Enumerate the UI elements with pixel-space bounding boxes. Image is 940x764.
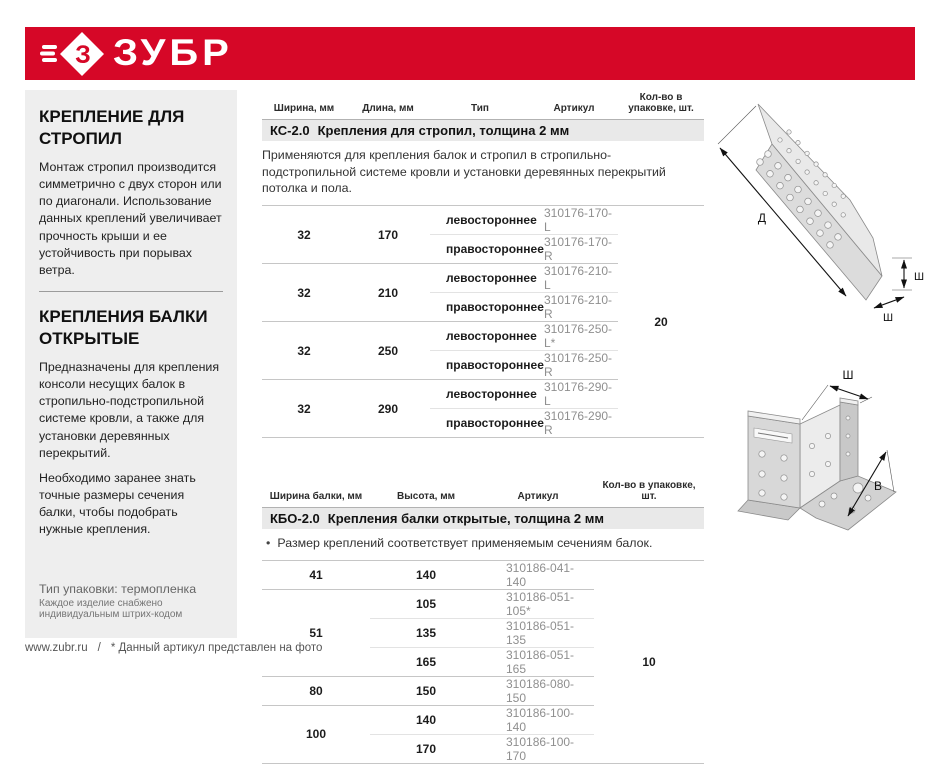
type-cell: левостороннее <box>430 264 530 293</box>
section-description-row <box>262 141 704 206</box>
beam-width-cell: 100 <box>262 705 370 763</box>
beam-width-cell: 80 <box>262 676 370 705</box>
type-cell: правостороннее <box>430 235 530 264</box>
packaging-note: Каждое изделие снабжено индивидуальным штрих-кодом <box>39 598 183 620</box>
sku-cell: 310186-041-140 <box>482 560 594 589</box>
height-cell: 140 <box>370 560 482 589</box>
footer-note: * Данный артикул представлен на фото <box>110 642 323 654</box>
table-kbo20 <box>262 478 704 764</box>
height-cell: 165 <box>370 647 482 676</box>
packaging-type: Тип упаковки: термопленка <box>39 582 197 596</box>
column-header: Артикул <box>482 478 594 508</box>
length-cell: 210 <box>346 264 430 322</box>
section-title: Крепления для стропил, толщина 2 мм <box>317 123 570 138</box>
width-cell: 32 <box>262 264 346 322</box>
dim-label-height: В <box>874 479 883 493</box>
product-tables <box>262 90 704 764</box>
dim-label-length: Д <box>757 211 766 225</box>
section-description-row <box>262 529 704 560</box>
type-cell: левостороннее <box>430 380 530 409</box>
beam-width-cell: 51 <box>262 589 370 676</box>
sidebar-text-rafter: Монтаж стропил производится симметрично с двух сторон или по диагонали. Использование данных креплений увеличивает прочность крыши и ее устойчивость при порывах ветра. <box>39 160 222 277</box>
zubr-logo-icon <box>40 32 104 76</box>
height-cell: 140 <box>370 705 482 734</box>
section-description: Размер креплений соответствует применяемым сечениям балок. <box>277 536 653 551</box>
sku-cell: 310186-051-165 <box>482 647 594 676</box>
sidebar <box>25 90 237 638</box>
sidebar-divider <box>39 291 223 292</box>
column-header: Высота, мм <box>370 478 482 508</box>
sku-cell: 310186-051-135 <box>482 618 594 647</box>
column-header: Артикул <box>530 90 618 120</box>
sku-cell: 310176-210-L <box>530 264 618 293</box>
pack-qty-cell: 10 <box>594 560 704 763</box>
column-header: Кол-во в упаковке, шт. <box>618 90 704 120</box>
sku-cell: 310186-100-170 <box>482 734 594 763</box>
height-cell: 170 <box>370 734 482 763</box>
beam-width-cell: 41 <box>262 560 370 589</box>
column-header: Кол-во в упаковке, шт. <box>594 478 704 508</box>
table-header-row <box>262 90 704 120</box>
length-cell: 250 <box>346 322 430 380</box>
section-description: Применяются для крепления балок и стропил в стропильно-подстропильной системе кровли и установки деревянных перекрытий потолка и пола. <box>262 141 704 206</box>
sku-cell: 310176-210-R <box>530 293 618 322</box>
type-cell: левостороннее <box>430 322 530 351</box>
sku-cell: 310186-080-150 <box>482 676 594 705</box>
type-cell: правостороннее <box>430 409 530 438</box>
table-row <box>262 206 704 235</box>
site-link[interactable]: www.zubr.ru <box>25 642 88 654</box>
footer-separator: / <box>97 642 101 654</box>
page-footer <box>25 642 322 654</box>
pack-qty-cell: 20 <box>618 206 704 438</box>
sidebar-title-rafter: КРЕПЛЕНИЕ ДЛЯ СТРОПИЛ <box>39 107 185 148</box>
type-cell: правостороннее <box>430 351 530 380</box>
packaging-info <box>39 582 225 620</box>
sidebar-title-beam: КРЕПЛЕНИЯ БАЛКИ ОТКРЫТЫЕ <box>39 306 208 348</box>
section-title: Крепления балки открытые, толщина 2 мм <box>327 511 604 527</box>
sku-cell: 310176-290-L <box>530 380 618 409</box>
dim-label-width: Ш <box>842 368 854 382</box>
column-header: Тип <box>430 90 530 120</box>
dim-label-width-side: Ш <box>914 271 925 283</box>
height-cell: 150 <box>370 676 482 705</box>
height-cell: 105 <box>370 589 482 618</box>
column-header: Ширина балки, мм <box>262 478 370 508</box>
sku-cell: 310176-290-R <box>530 409 618 438</box>
zubr-logo-text: ЗУБР <box>113 32 233 73</box>
dim-label-width-bottom: Ш <box>882 312 894 324</box>
type-cell: правостороннее <box>430 293 530 322</box>
section-header-row <box>262 120 704 142</box>
beam-bracket-drawing <box>700 358 938 563</box>
section-header-row <box>262 508 704 530</box>
rafter-bracket-drawing <box>700 90 938 324</box>
sidebar-text-beam-2: Необходимо заранее знать точные размеры сечения балки, чтобы подобрать нужные крепления. <box>39 470 196 537</box>
column-header: Длина, мм <box>346 90 430 120</box>
zubr-logo <box>40 32 233 76</box>
sku-cell: 310176-250-L* <box>530 322 618 351</box>
brand-banner <box>25 27 915 80</box>
table-ks20 <box>262 90 704 438</box>
length-cell: 170 <box>346 206 430 264</box>
sku-cell: 310176-170-R <box>530 235 618 264</box>
sku-cell: 310186-100-140 <box>482 705 594 734</box>
section-code: КБО-2.0 <box>270 511 320 527</box>
type-cell: левостороннее <box>430 206 530 235</box>
table-header-row <box>262 478 704 508</box>
height-cell: 135 <box>370 618 482 647</box>
width-cell: 32 <box>262 322 346 380</box>
section-code: КС-2.0 <box>270 123 310 138</box>
width-cell: 32 <box>262 380 346 438</box>
sku-cell: 310186-051-105* <box>482 589 594 618</box>
sidebar-text-beam-1: Предназначены для крепления консоли несущих балок в стропильно-подстропильной системе кровли, а также для установки деревянных перекрытий. <box>39 360 220 460</box>
logo-glyph: З <box>75 40 91 69</box>
sku-cell: 310176-170-L <box>530 206 618 235</box>
column-header: Ширина, мм <box>262 90 346 120</box>
sku-cell: 310176-250-R <box>530 351 618 380</box>
table-row <box>262 560 704 589</box>
length-cell: 290 <box>346 380 430 438</box>
width-cell: 32 <box>262 206 346 264</box>
bullet-marker: • <box>266 536 271 551</box>
